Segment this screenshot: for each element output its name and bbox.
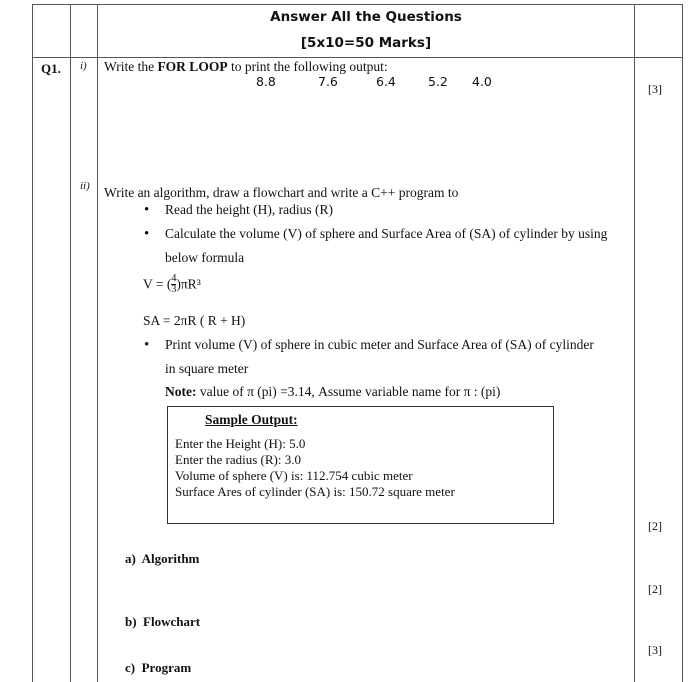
formula-volume bbox=[143, 274, 201, 295]
sub-part-flowchart-marks: [3] bbox=[648, 643, 662, 657]
sub-part-algorithm: a) Algorithm bbox=[125, 551, 200, 566]
output-value-1: 8.8 bbox=[256, 74, 276, 89]
table-border-top bbox=[32, 4, 683, 5]
question-number: Q1. bbox=[41, 61, 61, 76]
part-i-instruction-suffix: to print the following output: bbox=[227, 59, 388, 74]
note bbox=[165, 384, 500, 400]
output-value-5: 4.0 bbox=[472, 74, 492, 89]
header-marks: [5x10=50 Marks] bbox=[300, 35, 432, 51]
sub-part-flowchart: b) Flowchart bbox=[125, 614, 201, 629]
table-border-col3 bbox=[634, 4, 635, 682]
part-i-instruction bbox=[104, 59, 388, 75]
sub-part-program: c) Program bbox=[125, 660, 192, 675]
bullet-read-input: • Read the height (H), radius (R) bbox=[165, 202, 333, 218]
output-value-3: 6.4 bbox=[376, 74, 396, 89]
sample-output-box bbox=[167, 406, 554, 524]
sample-output-line-3: Volume of sphere (V) is: 112.754 cubic meter bbox=[175, 468, 413, 483]
table-border-header bbox=[32, 57, 683, 58]
bullet-calculate: • Calculate the volume (V) of sphere and Surface Area of (SA) of cylinder by using bbox=[165, 226, 607, 242]
part-i-instruction-prefix: Write the bbox=[104, 59, 158, 74]
table-border-col1 bbox=[70, 4, 71, 682]
table-border-left bbox=[32, 4, 33, 682]
table-border-right bbox=[682, 4, 683, 682]
sub-part-algorithm-marks: [2] bbox=[648, 582, 662, 596]
header-title: Answer All the Questions bbox=[270, 9, 462, 25]
formula-surface-area: SA = 2πR ( R + H) bbox=[143, 313, 246, 328]
bullet-print-output-cont: in square meter bbox=[165, 361, 249, 376]
bullet-calculate-cont: below formula bbox=[165, 250, 245, 265]
part-ii-intro: Write an algorithm, draw a flowchart and write a C++ program to bbox=[104, 185, 459, 200]
fraction-denominator: 3 bbox=[171, 284, 177, 295]
bullet-print-output: • Print volume (V) of sphere in cubic meter and Surface Area of (SA) of cylinder bbox=[165, 337, 594, 353]
part-i-marks: [3] bbox=[648, 82, 662, 96]
formula-volume-right: )πR³ bbox=[176, 276, 201, 292]
output-value-2: 7.6 bbox=[318, 74, 338, 89]
sample-output-line-1: Enter the Height (H): 5.0 bbox=[175, 436, 306, 451]
table-border-col2 bbox=[97, 4, 98, 682]
fraction-numerator: 4 bbox=[171, 273, 177, 284]
formula-volume-left: V = ( bbox=[143, 276, 172, 292]
part-ii-label: ii) bbox=[80, 180, 90, 192]
sample-output-title: Sample Output: bbox=[205, 412, 298, 427]
part-i-instruction-bold: FOR LOOP bbox=[157, 59, 228, 74]
part-ii-marks: [2] bbox=[648, 519, 662, 533]
sample-output-line-4: Surface Ares of cylinder (SA) is: 150.72 square meter bbox=[175, 484, 455, 499]
part-i-label: i) bbox=[80, 60, 87, 72]
note-text: value of π (pi) =3.14, Assume variable name for π : (pi) bbox=[196, 384, 501, 399]
sample-output-line-2: Enter the radius (R): 3.0 bbox=[175, 452, 301, 467]
note-label: Note: bbox=[165, 384, 197, 399]
output-value-4: 5.2 bbox=[428, 74, 448, 89]
